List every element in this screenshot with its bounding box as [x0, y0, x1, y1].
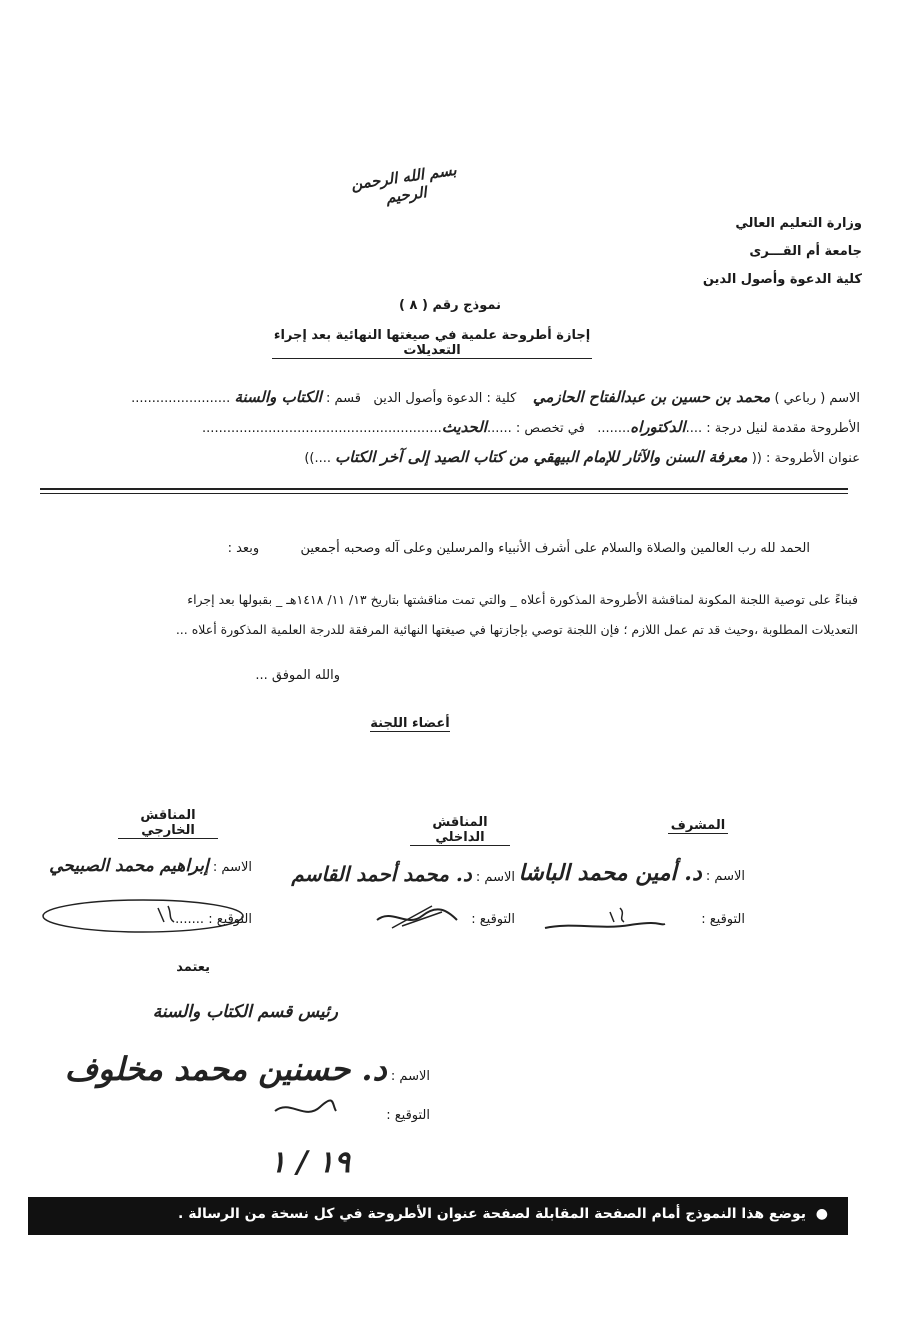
- external-name-label: الاسم :: [212, 860, 252, 875]
- college-value: الدعوة وأصول الدين: [373, 391, 483, 406]
- external-title: المناقش الخارجي: [118, 808, 218, 839]
- thesis-title-label: عنوان الأطروحة : ((: [751, 451, 860, 466]
- paragraph-line-2: التعديلات المطلوبة ،وحيث قد تم عمل اللازم ؛ فإن اللجنة توصي بإجازتها في صيغتها النهائية المرفقة للدرجة العلمية المذكورة أعلاه ...: [175, 622, 858, 637]
- degree-value: الدكتوراه: [630, 418, 686, 436]
- external-name-row: [2, 856, 252, 876]
- internal-name-row: [265, 862, 515, 886]
- footer-note-bar: [28, 1197, 848, 1235]
- head-signature-row: [330, 1108, 430, 1123]
- paragraph: [58, 585, 858, 645]
- head-title: رئيس قسم الكتاب والسنة: [152, 1002, 338, 1022]
- university-name: جامعة أم القـــرى: [749, 244, 862, 259]
- supervisor-title: المشرف: [668, 818, 728, 834]
- external-signature-scribble: [38, 888, 248, 938]
- divider: [40, 488, 848, 490]
- thesis-title-row: عنوان الأطروحة : (( معرفة السنن والآثار للإمام البيهقي من كتاب الصيد إلى آخر الكتاب ....)): [304, 448, 860, 466]
- internal-name: د. محمد أحمد القاسم: [291, 862, 472, 886]
- praise-text: الحمد لله رب العالمين والصلاة والسلام على أشرف الأنبياء والمرسلين وعلى آله وصحبه أجمعين: [300, 541, 810, 556]
- external-name: إبراهيم محمد الصبيحي: [49, 856, 209, 876]
- head-signature-label: التوقيع :: [386, 1108, 430, 1123]
- bullet-icon: ●: [806, 1206, 828, 1222]
- internal-signature-label: التوقيع :: [471, 912, 515, 927]
- supervisor-name-row: [485, 860, 745, 886]
- supervisor-signature-scribble: [540, 900, 670, 940]
- degree-row: الأطروحة مقدمة لنيل درجة : ....الدكتوراه........ في تخصص : ......الحديث..........................................................: [202, 418, 860, 436]
- head-signature-scribble: [270, 1095, 340, 1125]
- date-note: ١٩ / ١: [269, 1145, 351, 1180]
- paragraph-line-1: فبناءً على توصية اللجنة المكونة لمناقشة الأطروحة المذكورة أعلاه _ والتي تمت مناقشتها بتاريخ ١٣/ ١١/ ١٤١٨هـ _ بقبولها بعد إجراء: [187, 592, 858, 607]
- name-label: الاسم ( رباعي ): [774, 391, 860, 406]
- and-after-text: وبعد :: [227, 541, 260, 556]
- supervisor-name: د. أمين محمد الباشا: [518, 860, 702, 886]
- thesis-title-close: )): [304, 451, 315, 466]
- internal-name-label: الاسم :: [475, 870, 515, 885]
- internal-title: المناقش الداخلي: [410, 815, 510, 846]
- ministry-name: وزارة التعليم العالي: [735, 216, 862, 231]
- basmala: بسم الله الرحمن الرحيم: [349, 160, 458, 207]
- college-name: كلية الدعوة وأصول الدين: [702, 272, 862, 287]
- supervisor-name-label: الاسم :: [705, 869, 745, 884]
- external-signature-label: التوقيع :: [208, 912, 252, 927]
- name-value: محمد بن حسين بن عبدالفتاح الحازمي: [532, 388, 771, 406]
- dept-label: قسم :: [325, 391, 361, 406]
- thesis-title-value: معرفة السنن والآثار للإمام البيهقي من كتاب الصيد إلى آخر الكتاب: [335, 448, 748, 466]
- header-block: [642, 210, 862, 294]
- head-name-row: [64, 1050, 430, 1088]
- head-name: د. حسنين محمد مخلوف: [64, 1050, 387, 1088]
- supervisor-signature-label: التوقيع :: [701, 912, 745, 927]
- specialty-label: في تخصص :: [515, 421, 585, 436]
- form-title: إجازة أطروحة علمية في صيغتها النهائية بعد إجراء التعديلات: [273, 328, 591, 358]
- head-name-label: الاسم :: [390, 1069, 430, 1084]
- praise-line: [70, 541, 810, 556]
- form-number: نموذج رقم ( ٨ ): [399, 298, 501, 313]
- internal-signature-scribble: [372, 898, 462, 938]
- dept-value: الكتاب والسنة: [234, 388, 322, 406]
- external-signature-row: التوقيع : .......: [175, 912, 252, 927]
- committee-heading: أعضاء اللجنة: [370, 716, 450, 731]
- closing-line: والله الموفق ...: [255, 668, 340, 683]
- divider-thin: [40, 493, 848, 494]
- name-row: الاسم ( رباعي ) محمد بن حسين بن عبدالفتاح الحازمي كلية : الدعوة وأصول الدين قسم : الكتاب والسنة ........................: [131, 388, 860, 406]
- footer-note: ● يوضع هذا النموذج أمام الصفحة المقابلة لصفحة عنوان الأطروحة في كل نسخة من الرسالة .: [178, 1206, 828, 1222]
- degree-label: الأطروحة مقدمة لنيل درجة :: [706, 421, 860, 436]
- specialty-value: الحديث: [441, 418, 487, 436]
- college-label: كلية :: [486, 391, 517, 406]
- approved-label: يعتمد: [176, 960, 210, 975]
